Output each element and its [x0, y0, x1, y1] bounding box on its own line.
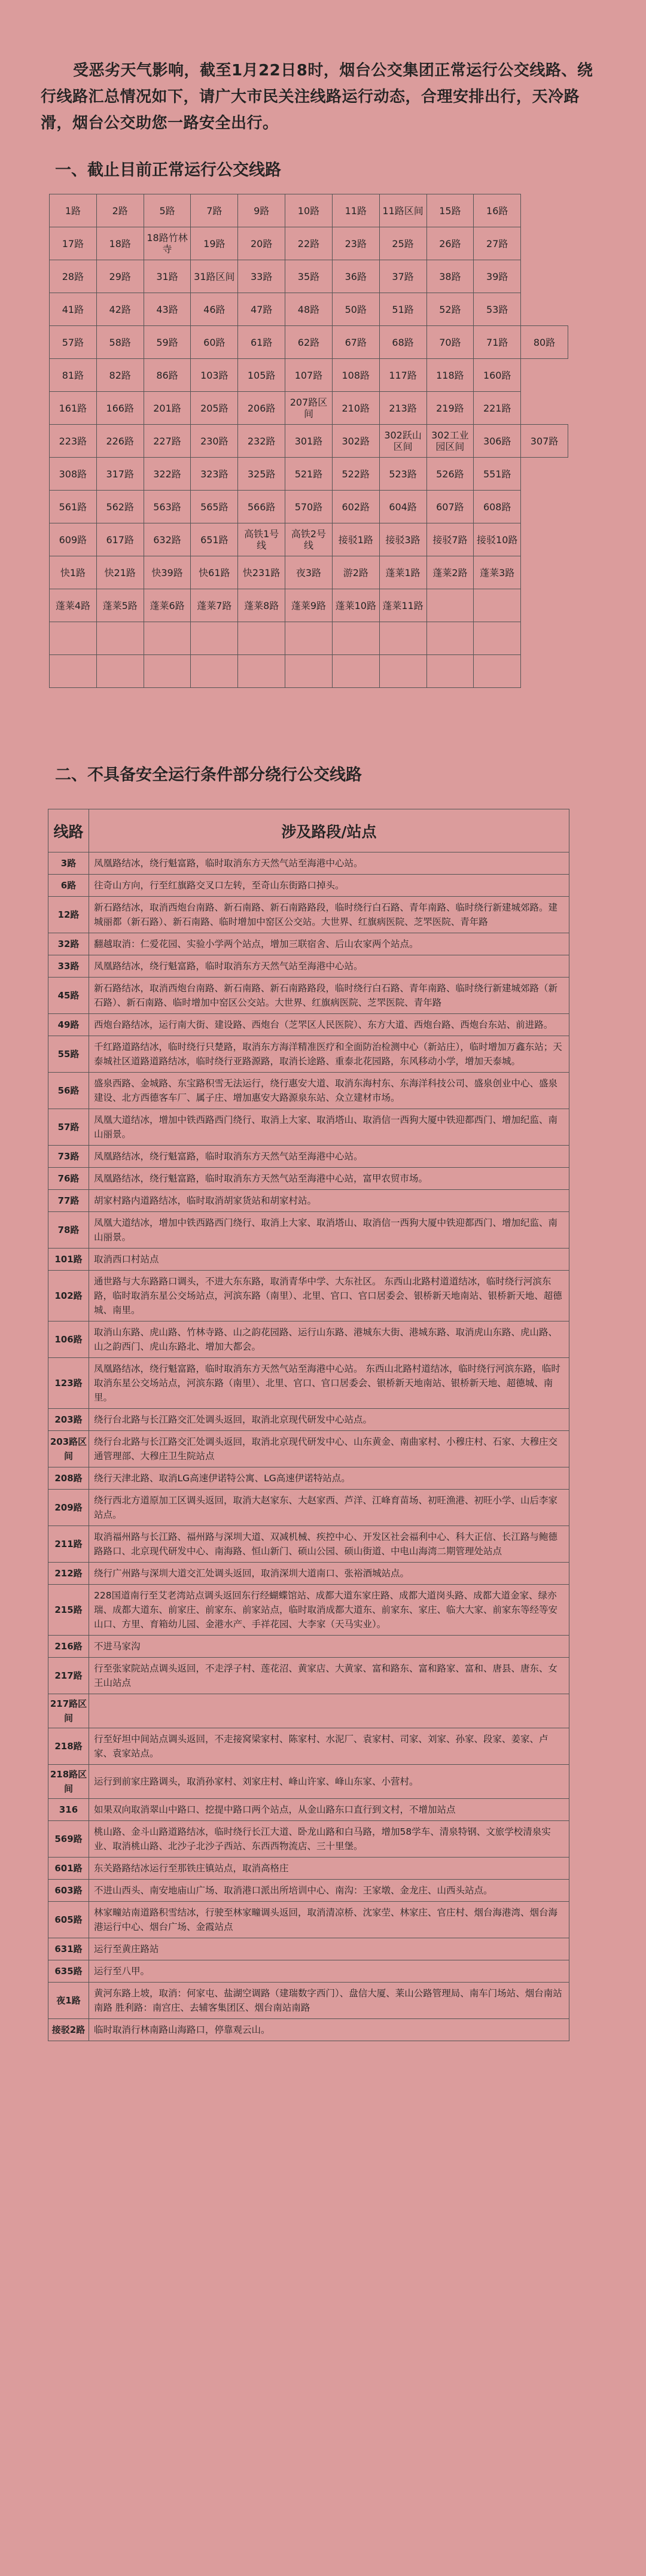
normal-routes-table: [49, 194, 568, 688]
detour-header-route: 线路: [48, 809, 89, 852]
route-cell: 57路: [50, 326, 97, 359]
route-cell: 31路区间: [191, 260, 238, 293]
route-cell: [96, 655, 144, 688]
table-row: [48, 1983, 569, 2019]
route-cell: 36路: [332, 260, 379, 293]
table-row: [50, 523, 568, 556]
route-cell: 70路: [426, 326, 474, 359]
route-name-cell: 45路: [48, 978, 89, 1014]
route-detail-cell: 228国道南行至艾老湾站点调头返回东行经蝴蝶馆站、成都大道东家庄路、成都大道岗头路、成都大道金家、绿亦瑞、成都大道东、前家庄、前家东、前家站点，临时取消成都大道东、前家东、家庄、临大大家、前家东等经等安山口、方里、育箱幼儿园、金港水产、手祥花园、大李家（天马实业）。: [89, 1585, 569, 1636]
table-row: [48, 1799, 569, 1821]
table-row: [48, 1409, 569, 1431]
route-name-cell: 635路: [48, 1960, 89, 1983]
route-cell: 322路: [144, 458, 191, 491]
route-cell: 107路: [285, 359, 333, 392]
route-cell: 蓬莱10路: [332, 589, 379, 622]
route-cell: 118路: [426, 359, 474, 392]
route-cell: 213路: [379, 392, 426, 425]
route-detail-cell: 新石路结冰，取消西炮台南路、新石南路、新石南路路段，临时绕行白石路、青年南路、临时绕行新建城郊路。建城丽都（新石路）、新石南路、临时增加中窑区公交站。大世界、红旗病医院、芝罘医院、青年路: [89, 897, 569, 933]
route-cell: 61路: [238, 326, 285, 359]
route-cell: 1路: [50, 194, 97, 227]
route-detail-cell: 东关路路结冰运行至那铁庄镇站点，取消高格庄: [89, 1858, 569, 1880]
route-cell: [426, 622, 474, 655]
table-row: [50, 622, 568, 655]
route-name-cell: 209路: [48, 1490, 89, 1526]
route-cell: 夜3路: [285, 556, 333, 589]
table-row: [48, 1728, 569, 1765]
route-name-cell: 569路: [48, 1821, 89, 1858]
route-cell: 563路: [144, 491, 191, 523]
table-row: [48, 2019, 569, 2041]
route-cell: 蓬莱5路: [96, 589, 144, 622]
route-detail-cell: 运行到前家庄路调头，取消孙家村、刘家庄村、峰山许家、峰山东家、小营村。: [89, 1765, 569, 1799]
route-cell: 高铁2号线: [285, 523, 333, 556]
table-row: [48, 1467, 569, 1490]
route-cell: 15路: [426, 194, 474, 227]
route-cell: 20路: [238, 227, 285, 260]
route-cell: 快39路: [144, 556, 191, 589]
route-cell: 蓬莱8路: [238, 589, 285, 622]
detour-header-path: 涉及路段/站点: [89, 809, 569, 852]
route-name-cell: 73路: [48, 1146, 89, 1168]
route-detail-cell: 绕行台北路与长江路交汇处调头返回，取消北京现代研发中心、山东黄金、南曲家村、小穆庄村、石家、大穆庄交通管理部、大穆庄卫生院站点: [89, 1431, 569, 1467]
route-cell: 接驳7路: [426, 523, 474, 556]
route-cell: 53路: [474, 293, 521, 326]
route-name-cell: 605路: [48, 1902, 89, 1938]
route-cell: 9路: [238, 194, 285, 227]
table-row: [48, 1658, 569, 1694]
table-row: [48, 1694, 569, 1728]
route-cell: [191, 622, 238, 655]
route-cell: 302工业园区间: [426, 425, 474, 458]
route-detail-cell: 如果双向取消翠山中路口、挖提中路口两个站点，从金山路东口直行到文村，不增加站点: [89, 1799, 569, 1821]
route-detail-cell: 凤凰路结冰，绕行魁富路，临时取消东方天然气站至海港中心站，富甲农贸市场。: [89, 1168, 569, 1190]
table-row: [50, 359, 568, 392]
route-cell: 609路: [50, 523, 97, 556]
route-detail-cell: 绕行广州路与深圳大道交汇处调头返回，取消深圳大道南口、张裕酒城站点。: [89, 1563, 569, 1585]
route-cell: 62路: [285, 326, 333, 359]
route-detail-cell: 凤凰大道结冰，增加中铁西路西门绕行、取消上大家、取消塔山、取消信一西狗大厦中铁迎都西门、增加纪监、南山丽景。: [89, 1109, 569, 1146]
route-cell: 219路: [426, 392, 474, 425]
route-cell: 306路: [474, 425, 521, 458]
route-detail-cell: 西炮台路结冰，运行南大街、建设路、西炮台（芝罘区人民医院）、东方大道、西炮台路、西炮台东站、前进路。: [89, 1014, 569, 1036]
table-row: [48, 1858, 569, 1880]
route-cell: 308路: [50, 458, 97, 491]
route-cell: 5路: [144, 194, 191, 227]
route-name-cell: 215路: [48, 1585, 89, 1636]
table-row: [48, 1490, 569, 1526]
route-detail-cell: 通世路与大东路路口调头，不进大东东路，取消青华中学、大东社区。 东西山北路村道道结冰，临时绕行河滨东路，临时取消东星公交场站点，河滨东路（南里）、北里、官口、官口居委会、银桥新天地南站、银桥新天地、超德城、南里。: [89, 1271, 569, 1322]
route-cell: 302跃山区间: [379, 425, 426, 458]
route-cell: 565路: [191, 491, 238, 523]
route-cell: [50, 622, 97, 655]
route-cell: 522路: [332, 458, 379, 491]
route-cell: 41路: [50, 293, 97, 326]
route-cell: [285, 622, 333, 655]
route-cell: 206路: [238, 392, 285, 425]
route-cell: 接驳10路: [474, 523, 521, 556]
table-row: [48, 1585, 569, 1636]
route-name-cell: 6路: [48, 875, 89, 897]
route-cell: 108路: [332, 359, 379, 392]
table-row: [48, 955, 569, 978]
route-cell: 2路: [96, 194, 144, 227]
route-cell: 602路: [332, 491, 379, 523]
route-cell: 301路: [285, 425, 333, 458]
route-detail-cell: 运行至八甲。: [89, 1960, 569, 1983]
route-cell: 蓬莱4路: [50, 589, 97, 622]
route-cell: 223路: [50, 425, 97, 458]
table-row: [50, 655, 568, 688]
route-cell: 323路: [191, 458, 238, 491]
route-cell: 526路: [426, 458, 474, 491]
route-cell: 11路: [332, 194, 379, 227]
route-cell: 166路: [96, 392, 144, 425]
route-cell: 523路: [379, 458, 426, 491]
route-cell: 10路: [285, 194, 333, 227]
table-row: [48, 1765, 569, 1799]
route-cell: 562路: [96, 491, 144, 523]
table-row: [50, 589, 568, 622]
route-detail-cell: 凤凰大道结冰，增加中铁西路西门绕行、取消上大家、取消塔山、取消信一西狗大厦中铁迎都西门、增加纪监、南山丽景。: [89, 1212, 569, 1249]
table-row: [50, 293, 568, 326]
route-cell: 蓬莱9路: [285, 589, 333, 622]
route-cell: 31路: [144, 260, 191, 293]
route-name-cell: 3路: [48, 852, 89, 875]
section2-title-wrap: [0, 762, 362, 785]
table-row: [48, 1563, 569, 1585]
table-row: [48, 1249, 569, 1271]
table-row: [50, 326, 568, 359]
section1-title: 一、截止目前正常运行公交线路: [55, 161, 281, 179]
table-row: [50, 556, 568, 589]
route-cell: 快1路: [50, 556, 97, 589]
table-row: [48, 1902, 569, 1938]
table-row: [48, 1636, 569, 1658]
route-detail-cell: 绕行西北方道原加工区调头返回，取消大赵家东、大赵家西、芦洋、江峰育苗场、初旺渔港、初旺小学、山后李家站点。: [89, 1490, 569, 1526]
section1-title-wrap: [0, 157, 281, 180]
route-detail-cell: 绕行台北路与长江路交汇处调头返回，取消北京现代研发中心站点。: [89, 1409, 569, 1431]
route-detail-cell: 凤凰路结冰，绕行魁富路，临时取消东方天然气站至海港中心站。: [89, 852, 569, 875]
route-cell: 28路: [50, 260, 97, 293]
route-cell: 80路: [521, 326, 568, 359]
route-cell: 82路: [96, 359, 144, 392]
route-name-cell: 78路: [48, 1212, 89, 1249]
route-cell: 68路: [379, 326, 426, 359]
route-name-cell: 56路: [48, 1073, 89, 1109]
route-name-cell: 211路: [48, 1526, 89, 1563]
route-name-cell: 218路: [48, 1728, 89, 1765]
route-cell: 570路: [285, 491, 333, 523]
route-cell: 18路: [96, 227, 144, 260]
route-detail-cell: 黄河东路上坡，取消：何家屯、盐湖空调路（建瑞数字西门）、盘信大厦、莱山公路管理局、南车门场站、烟台南站南路 胜利路：南宫庄、去辅客集团区、烟台南站南路: [89, 1983, 569, 2019]
route-cell: 18路竹林寺: [144, 227, 191, 260]
route-cell: 651路: [191, 523, 238, 556]
route-cell: 37路: [379, 260, 426, 293]
route-cell: [332, 655, 379, 688]
route-cell: 81路: [50, 359, 97, 392]
route-cell: 43路: [144, 293, 191, 326]
route-cell: 207路区间: [285, 392, 333, 425]
route-cell: 快21路: [96, 556, 144, 589]
route-detail-cell: 运行至黄庄路站: [89, 1938, 569, 1960]
route-name-cell: 218路区间: [48, 1765, 89, 1799]
route-detail-cell: 取消西口村站点: [89, 1249, 569, 1271]
table-row: [48, 1190, 569, 1212]
route-cell: 105路: [238, 359, 285, 392]
route-cell: 48路: [285, 293, 333, 326]
route-cell: 26路: [426, 227, 474, 260]
table-row: [48, 1431, 569, 1467]
route-name-cell: 203路: [48, 1409, 89, 1431]
route-name-cell: 57路: [48, 1109, 89, 1146]
table-row: [50, 458, 568, 491]
route-cell: 游2路: [332, 556, 379, 589]
route-cell: 221路: [474, 392, 521, 425]
route-name-cell: 631路: [48, 1938, 89, 1960]
route-name-cell: 601路: [48, 1858, 89, 1880]
route-name-cell: 102路: [48, 1271, 89, 1322]
route-detail-cell: 临时取消行林南路山海路口，停靠观云山。: [89, 2019, 569, 2041]
table-row: [48, 1271, 569, 1322]
route-cell: 52路: [426, 293, 474, 326]
route-cell: [332, 622, 379, 655]
route-detail-cell: 行至张家院站点调头返回，不走浮子村、莲花沼、黄家店、大黄家、富和路东、富和路家、富和、唐县、唐东、女王山站点: [89, 1658, 569, 1694]
route-detail-cell: 行至好坦中间站点调头返回，不走接窝梁家村、陈家村、水泥厂、袁家村、司家、刘家、孙家、段家、姜家、卢家、袁家站点。: [89, 1728, 569, 1765]
table-row: [50, 227, 568, 260]
table-row: [50, 194, 568, 227]
route-cell: 蓬莱11路: [379, 589, 426, 622]
table-row: [48, 978, 569, 1014]
route-cell: 232路: [238, 425, 285, 458]
route-name-cell: 217路区间: [48, 1694, 89, 1728]
route-cell: 高铁1号线: [238, 523, 285, 556]
route-cell: 接驳1路: [332, 523, 379, 556]
route-cell: 210路: [332, 392, 379, 425]
route-cell: 86路: [144, 359, 191, 392]
table-row: [50, 425, 568, 458]
table-row: [48, 1358, 569, 1409]
route-cell: [426, 589, 474, 622]
route-cell: 23路: [332, 227, 379, 260]
route-cell: 608路: [474, 491, 521, 523]
route-cell: [426, 655, 474, 688]
route-cell: [144, 622, 191, 655]
route-name-cell: 216路: [48, 1636, 89, 1658]
route-cell: 551路: [474, 458, 521, 491]
route-cell: [96, 622, 144, 655]
route-name-cell: 208路: [48, 1467, 89, 1490]
route-name-cell: 32路: [48, 933, 89, 955]
route-cell: 快231路: [238, 556, 285, 589]
table-row: [48, 1036, 569, 1073]
table-row: [50, 260, 568, 293]
route-cell: 161路: [50, 392, 97, 425]
route-cell: [50, 655, 97, 688]
table-row: [50, 491, 568, 523]
route-detail-cell: 盛泉西路、金城路、东宝路积雪无法运行，绕行惠安大道、取消东海村东、东海洋科技公司、盛泉创业中心、盛泉建设、北方西德客车厂、属子庄、增加惠安大路源泉东站、众立建材市场。: [89, 1073, 569, 1109]
route-cell: 227路: [144, 425, 191, 458]
table-row: [48, 1073, 569, 1109]
route-detail-cell: 不进山西头、南安地庙山广场、取消港口派出所培训中心、南沟：王家墩、金龙庄、山西头站点。: [89, 1880, 569, 1902]
table-row: [48, 1880, 569, 1902]
table-row: [48, 1938, 569, 1960]
route-name-cell: 接驳2路: [48, 2019, 89, 2041]
route-cell: 快61路: [191, 556, 238, 589]
table-row: [48, 1821, 569, 1858]
route-detail-cell: 凤凰路结冰，绕行魁富路，临时取消东方天然气站至海港中心站。: [89, 1146, 569, 1168]
route-cell: 566路: [238, 491, 285, 523]
route-cell: 33路: [238, 260, 285, 293]
route-cell: [474, 622, 521, 655]
route-cell: 201路: [144, 392, 191, 425]
route-cell: 307路: [521, 425, 568, 458]
table-row: [48, 933, 569, 955]
route-cell: 7路: [191, 194, 238, 227]
route-cell: 42路: [96, 293, 144, 326]
route-name-cell: 106路: [48, 1322, 89, 1358]
route-cell: 521路: [285, 458, 333, 491]
route-cell: 51路: [379, 293, 426, 326]
route-cell: 71路: [474, 326, 521, 359]
table-row: [48, 897, 569, 933]
route-detail-cell: 绕行天津北路、取消LG高速伊诺特公寓、LG高速伊诺特站点。: [89, 1467, 569, 1490]
route-cell: 19路: [191, 227, 238, 260]
route-cell: 蓬莱7路: [191, 589, 238, 622]
route-cell: [285, 655, 333, 688]
table-row: [48, 1146, 569, 1168]
route-cell: 103路: [191, 359, 238, 392]
route-cell: 561路: [50, 491, 97, 523]
table-row: [48, 852, 569, 875]
route-cell: 325路: [238, 458, 285, 491]
table-row: [48, 1212, 569, 1249]
table-row: [50, 392, 568, 425]
table-row: [48, 875, 569, 897]
route-cell: 27路: [474, 227, 521, 260]
route-cell: 617路: [96, 523, 144, 556]
table-row: [48, 1014, 569, 1036]
table-row: [48, 1526, 569, 1563]
route-name-cell: 夜1路: [48, 1983, 89, 2019]
route-cell: 205路: [191, 392, 238, 425]
route-cell: [379, 622, 426, 655]
detour-header-row: [48, 809, 569, 852]
route-name-cell: 49路: [48, 1014, 89, 1036]
route-name-cell: 212路: [48, 1563, 89, 1585]
route-cell: 蓬莱6路: [144, 589, 191, 622]
route-cell: [474, 655, 521, 688]
route-detail-cell: 林家疃站南道路积雪结冰，行驶至林家疃调头返回，取消清凉桥、沈家茔、林家庄、官庄村、烟台海港湾、烟台海港运行中心、烟台广场、金霞站点: [89, 1902, 569, 1938]
route-cell: 35路: [285, 260, 333, 293]
route-cell: 67路: [332, 326, 379, 359]
route-name-cell: 123路: [48, 1358, 89, 1409]
route-cell: 蓬莱3路: [474, 556, 521, 589]
route-cell: 蓬莱2路: [426, 556, 474, 589]
route-name-cell: 55路: [48, 1036, 89, 1073]
route-detail-cell: 新石路结冰，取消西炮台南路、新石南路、新石南路路段，临时绕行白石路、青年南路、临时绕行新建城郊路（新石路）、新石南路、临时增加中窑区公交站。大世界、红旗病医院、芝罘医院、青年路: [89, 978, 569, 1014]
route-cell: [238, 622, 285, 655]
table-row: [48, 1168, 569, 1190]
detour-routes-table: [48, 809, 569, 2041]
route-name-cell: 101路: [48, 1249, 89, 1271]
route-cell: 226路: [96, 425, 144, 458]
route-name-cell: 33路: [48, 955, 89, 978]
route-cell: 317路: [96, 458, 144, 491]
route-name-cell: 603路: [48, 1880, 89, 1902]
route-detail-cell: 凤凰路结冰，绕行魁富路，临时取消东方天然气站至海港中心站。: [89, 955, 569, 978]
route-cell: 蓬莱1路: [379, 556, 426, 589]
section2-title: 二、不具备安全运行条件部分绕行公交线路: [55, 766, 362, 784]
route-detail-cell: 翻越取消：仁爱花园、实验小学两个站点，增加三联宿舍、后山农家两个站点。: [89, 933, 569, 955]
route-name-cell: 12路: [48, 897, 89, 933]
route-detail-cell: 千红路道路结冰，临时绕行只楚路，取消东方海洋精准医疗和全面防治检测中心（新站庄），临时增加万鑫东站；天泰城社区道路道路结冰，临时绕行亚路源路，取消长途路、重泰北花园路，东风移动小学，增加天泰城。: [89, 1036, 569, 1073]
route-cell: 16路: [474, 194, 521, 227]
intro-paragraph: 受恶劣天气影响，截至1月22日8时，烟台公交集团正常运行公交线路、绕行线路汇总情况如下，请广大市民关注线路运行动态，合理安排出行，天冷路滑，烟台公交助您一路安全出行。: [41, 62, 593, 132]
route-detail-cell: 往奇山方向，行至红旗路交叉口左转，至奇山东街路口掉头。: [89, 875, 569, 897]
route-cell: [474, 589, 521, 622]
route-cell: [379, 655, 426, 688]
route-detail-cell: 取消山东路、虎山路、竹林寺路、山之韵花园路、运行山东路、港城东大街、港城东路、取消虎山东路、虎山路、山之韵西门、虎山东路北、增加大都会。: [89, 1322, 569, 1358]
route-detail-cell: 胡家村路内道路结冰，临时取消胡家货站和胡家村站。: [89, 1190, 569, 1212]
route-cell: 59路: [144, 326, 191, 359]
route-cell: 230路: [191, 425, 238, 458]
route-cell: 117路: [379, 359, 426, 392]
route-cell: [238, 655, 285, 688]
route-cell: 39路: [474, 260, 521, 293]
route-cell: 22路: [285, 227, 333, 260]
table-row: [48, 1322, 569, 1358]
route-cell: 302路: [332, 425, 379, 458]
route-cell: [144, 655, 191, 688]
table-row: [48, 1109, 569, 1146]
route-cell: 632路: [144, 523, 191, 556]
route-cell: 38路: [426, 260, 474, 293]
route-name-cell: 217路: [48, 1658, 89, 1694]
route-cell: 25路: [379, 227, 426, 260]
route-cell: 50路: [332, 293, 379, 326]
route-cell: 58路: [96, 326, 144, 359]
route-detail-cell: 不进马家沟: [89, 1636, 569, 1658]
table-row: [48, 1960, 569, 1983]
route-cell: 11路区间: [379, 194, 426, 227]
route-name-cell: 203路区间: [48, 1431, 89, 1467]
route-detail-cell: [89, 1694, 569, 1728]
route-cell: 60路: [191, 326, 238, 359]
route-cell: 46路: [191, 293, 238, 326]
route-cell: 160路: [474, 359, 521, 392]
route-detail-cell: 取消福州路与长江路、福州路与深圳大道、双减机械、疾控中心、开发区社会福利中心、科大正信、长江路与鲍德路路口、北京现代研发中心、南海路、恒山新门、硕山公园、硕山街道、中电山海湾二期管理处站点: [89, 1526, 569, 1563]
route-cell: 接驳3路: [379, 523, 426, 556]
route-name-cell: 76路: [48, 1168, 89, 1190]
route-detail-cell: 桃山路、金斗山路道路结冰，临时绕行长江大道、卧龙山路和白马路，增加58学车、清泉特钢、文旅学校清泉实业、取消桃山路、北沙子北沙子西站、东西西物流店、三十里堡。: [89, 1821, 569, 1858]
route-cell: 607路: [426, 491, 474, 523]
route-cell: 47路: [238, 293, 285, 326]
route-cell: 604路: [379, 491, 426, 523]
route-detail-cell: 凤凰路结冰，绕行魁富路，临时取消东方天然气站至海港中心站。 东西山北路村道结冰，临时绕行河滨东路，临时取消东星公交场站点，河滨东路（南里）、北里、官口、官口居委会、银桥新天地南站、银桥新天地、超德城、南里。: [89, 1358, 569, 1409]
route-cell: 29路: [96, 260, 144, 293]
route-cell: 17路: [50, 227, 97, 260]
route-cell: [191, 655, 238, 688]
route-name-cell: 77路: [48, 1190, 89, 1212]
route-name-cell: 316: [48, 1799, 89, 1821]
